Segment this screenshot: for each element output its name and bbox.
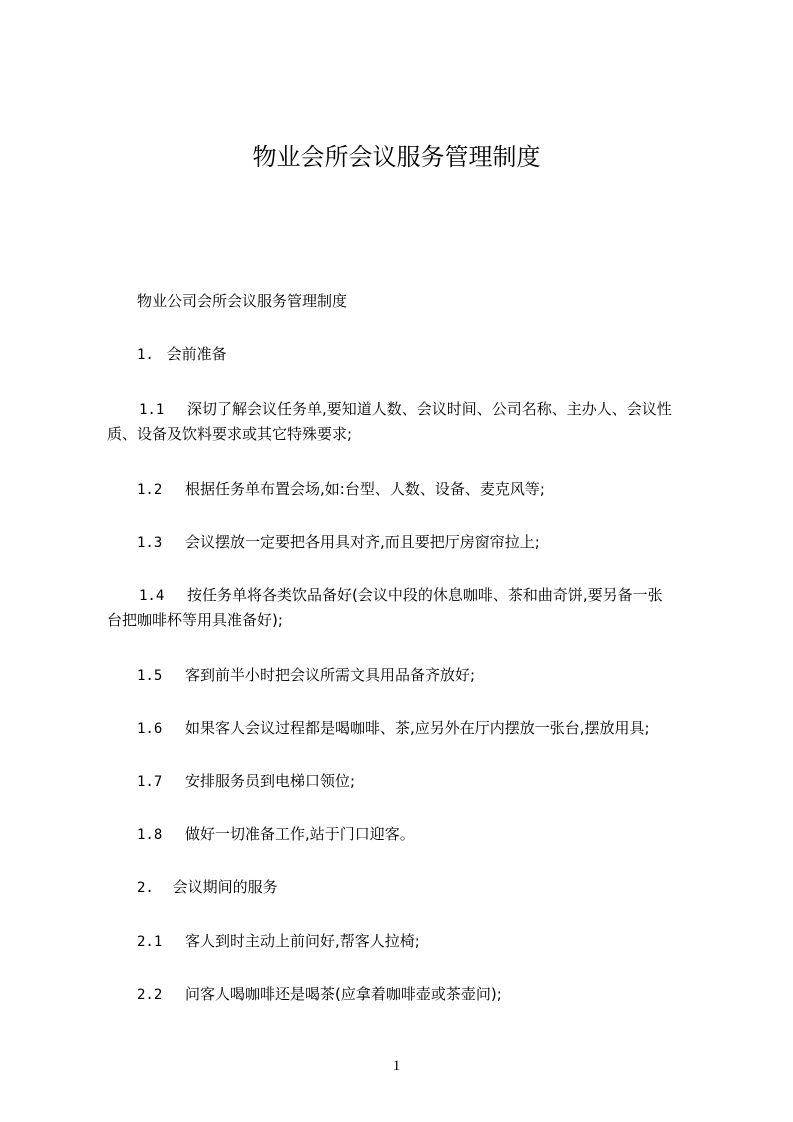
item-text: 会议摆放一定要把各用具对齐,而且要把厅房窗帘拉上; <box>185 533 540 551</box>
section-heading-2 <box>137 877 278 898</box>
item-number: 1.7 <box>137 774 163 790</box>
list-item <box>137 479 545 500</box>
item-number: 2.2 <box>137 987 163 1003</box>
page-number: 1 <box>392 1058 401 1074</box>
item-text: 安排服务员到电梯口领位; <box>185 772 356 790</box>
item-number: 1.8 <box>137 827 163 843</box>
list-item <box>139 585 663 606</box>
list-item <box>137 532 540 553</box>
item-text: 如果客人会议过程都是喝咖啡、茶,应另外在厅内摆放一张台,摆放用具; <box>185 719 650 737</box>
section-number: 1. <box>137 347 154 363</box>
section-number: 2. <box>137 880 154 896</box>
item-number: 1.5 <box>137 668 163 684</box>
section-title: 会前准备 <box>166 345 227 363</box>
list-item <box>137 665 475 686</box>
section-heading-1 <box>137 344 227 365</box>
item-text: 客到前半小时把会议所需文具用品备齐放好; <box>185 666 476 684</box>
section-title: 会议期间的服务 <box>172 878 278 896</box>
document-title: 物业会所会议服务管理制度 <box>252 143 541 171</box>
item-number: 1.4 <box>139 588 165 604</box>
item-number: 2.1 <box>137 934 163 950</box>
item-number: 1.6 <box>137 721 163 737</box>
list-item <box>137 771 355 792</box>
item-number: 1.2 <box>137 482 163 498</box>
item-text: 问客人喝咖啡还是喝茶(应拿着咖啡壶或茶壶问); <box>185 985 502 1003</box>
document-subtitle: 物业公司会所会议服务管理制度 <box>137 292 348 310</box>
item-text: 按任务单将各类饮品备好(会议中段的休息咖啡、茶和曲奇饼,要另备一张 <box>187 586 663 604</box>
list-item <box>137 824 415 845</box>
item-number: 1.1 <box>139 402 165 418</box>
item-number: 1.3 <box>137 535 163 551</box>
list-item <box>139 399 672 420</box>
item-text: 根据任务单布置会场,如:台型、人数、设备、麦克风等; <box>185 480 545 498</box>
item-text: 客人到时主动上前问好,帮客人拉椅; <box>185 932 420 950</box>
list-item <box>137 931 420 952</box>
list-item <box>137 718 650 739</box>
list-item <box>137 984 502 1005</box>
item-text: 深切了解会议任务单,要知道人数、会议时间、公司名称、主办人、会议性 <box>187 400 672 418</box>
list-item-continuation: 台把咖啡杯等用具准备好); <box>107 611 283 629</box>
list-item-continuation: 质、设备及饮料要求或其它特殊要求; <box>107 425 353 443</box>
item-text: 做好一切准备工作,站于门口迎客。 <box>185 825 415 843</box>
